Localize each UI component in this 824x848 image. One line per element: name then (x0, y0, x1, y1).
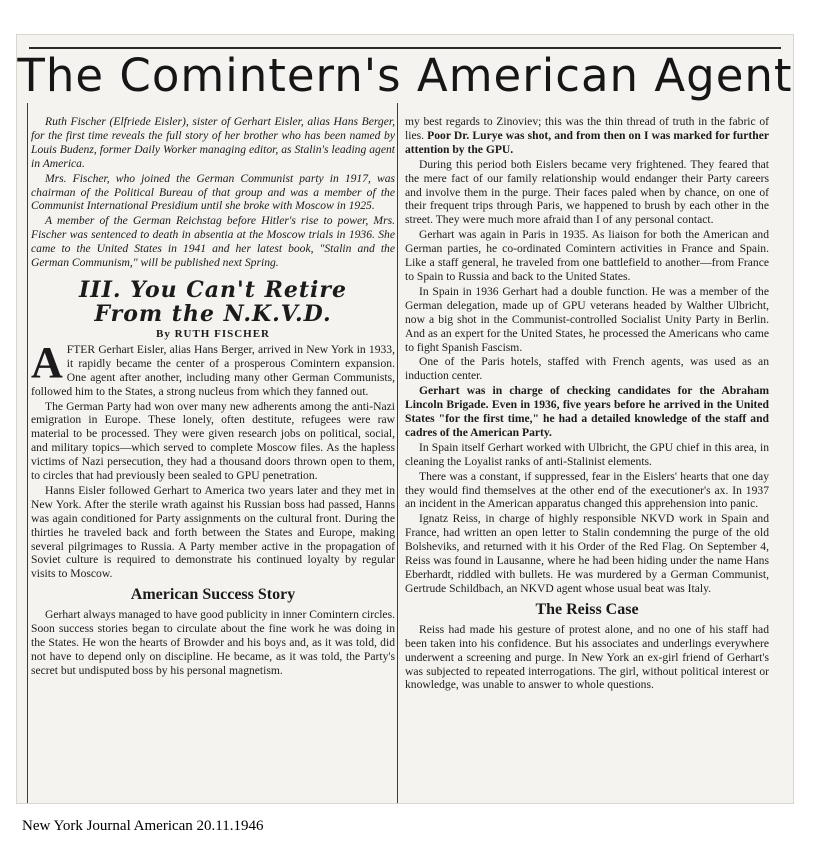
article-paragraph: Gerhart was again in Paris in 1935. As liaison for both the American and German parties, he co-ordinated Comintern activities in France and Spain. Like a staff general, he traveled from one battlefield to another—from France to Spain to Russia and back to the United States. (405, 228, 769, 283)
section-heading-reiss-case: The Reiss Case (535, 600, 639, 618)
intro-block (31, 115, 395, 270)
intro-paragraph: A member of the German Reichstag before Hitler's rise to power, Mrs. Fischer was sentenced to death in absentia at the Moscow trials in 1936. She came to the United States in 1941 and her latest book, "Stalin and the German Communism," will be published next Spring. (31, 214, 395, 270)
headline: The Comintern's American Agent (17, 49, 793, 102)
source-caption: New York Journal American 20.11.1946 (22, 818, 264, 834)
article-paragraph: Reiss had made his gesture of protest alone, and no one of his staff had been taken into his confidence. But his associates and underlings everywhere underwent a screening and purge. In New York an ex-girl friend of Gerhart's was subjected to repeated interrogations. The girl, without political interest or knowledge, was unable to answer to whole questions. (405, 622, 769, 692)
article-paragraph: There was a constant, if suppressed, fear in the Eislers' hearts that one day they would find themselves at the other end of the executioner's ax. In 1937 an incident in the American apparatus changed this apprehension into panic. (405, 469, 769, 511)
subheadline (31, 278, 395, 326)
article-paragraph-bold: Gerhart was in charge of checking candidates for the Abraham Lincoln Brigade. Even in 1936, five years before he arrived in the United States "for the first time," he had a detailed knowledge of the staff and cadres of the American Party. (405, 384, 769, 439)
article-paragraph: Ignatz Reiss, in charge of highly responsible NKVD work in Spain and France, had written an open letter to Stalin condemning the purge of the old Bolsheviks, and returned with it his Order of the Red Flag. On September 4, Reiss was found in Lausanne, where he had been hiding under the name Hans Eberhardt, riddled with bullets. He was murdered by a German Communist, Gertrude Schildbach, an NKVD agent whose usual beat was Italy. (405, 512, 769, 595)
drop-cap: A (31, 337, 63, 387)
right-column (405, 115, 769, 799)
article-bold-text: Poor Dr. Lurye was shot, and from then on I was marked for further attention by the GPU. (405, 128, 769, 156)
newspaper-clipping (16, 34, 794, 804)
column-divider (397, 103, 398, 803)
subheadline-line-1: III. You Can't Retire (78, 276, 348, 303)
left-border-rule (27, 103, 28, 803)
intro-paragraph: Ruth Fischer (Elfriede Eisler), sister of Gerhart Eisler, alias Hans Berger, for the first time reveals the full story of her brother who has been named by Louis Budenz, former Daily Worker managing editor, as Stalin's leading agent in America. (31, 115, 395, 170)
article-text: my best regards to Zinoviev; this was the thin thread of truth in the fabric of lies. (405, 115, 769, 142)
left-column (31, 115, 395, 799)
article-paragraph: During this period both Eislers became very frightened. They feared that the mere fact of our family relationship would endanger their Party careers and involve them in the purge. Their faces paled when by chance, on one of their frequent trips through Paris, we happened to brush by each other in the street. They were much more afraid than I of any personal contact. (405, 157, 769, 227)
article-paragraph (31, 337, 395, 399)
article-paragraph: The German Party had won over many new adherents among the anti-Nazi emigration in Europe. These lonely, often destitute, refugees were raw material to be processed. They were given research jobs on political, social, and military topics—which served to complete Moscow files. As the hapless victims of Nazi persecution, they had a thousand doors thrown open to them, to circles that had previously been sealed to GPU penetration. (31, 399, 395, 483)
article-paragraph: One of the Paris hotels, staffed with French agents, was used as an induction center. (405, 355, 769, 383)
article-paragraph-text: FTER Gerhart Eisler, alias Hans Berger, arrived in New York in 1933, it rapidly became the center of a prosperous Comintern expansion. One agent after another, including many other German Communists, followed him to the States, a strong nucleus from which they fanned out. (31, 342, 395, 398)
article-paragraph: Hanns Eisler followed Gerhart to America two years later and they met in New York. After the sterile wrath against his Russian boss had passed, Hanns was again conditioned for Party assignments on the cultural front. During the thirties he traveled back and forth between the States and Europe, making several pilgrimages to Russia. A Party member active in the propagation of Soviet culture is required to demonstrate his continued loyalty by regular visits to Moscow. (31, 483, 395, 581)
article-paragraph (405, 115, 769, 157)
byline: By RUTH FISCHER (155, 327, 271, 340)
article-paragraph: In Spain itself Gerhart worked with Ulbricht, the GPU chief in this area, in cleaning the Loyalist ranks of anti-Stalinist elements. (405, 440, 769, 468)
subheadline-line-2: From the N.K.V.D. (94, 300, 332, 327)
article-paragraph: In Spain in 1936 Gerhart had a double function. He was a member of the German delegation, made up of GPU veterans headed by Walther Ulbricht, now a big shot in the Communist-controlled Socialist Unity Party in Berlin. And as an expert for the United States, he processed the Americans who came to fight Spanish Fascism. (405, 284, 769, 354)
article-paragraph: Gerhart always managed to have good publicity in inner Comintern circles. Soon success stories began to circulate about the fine work he was doing in the States. He won the hearts of Browder and his boys and, as it was told, did not have to depend only on discipline. He became, as it was told, the Party's secret but undisputed boss by his personal magnetism. (31, 608, 395, 677)
section-heading-american-success: American Success Story (130, 586, 296, 604)
intro-paragraph: Mrs. Fischer, who joined the German Communist party in 1917, was chairman of the Political Bureau of that group and was a member of the Communist International Presidium until she broke with Moscow in 1925. (31, 171, 395, 213)
